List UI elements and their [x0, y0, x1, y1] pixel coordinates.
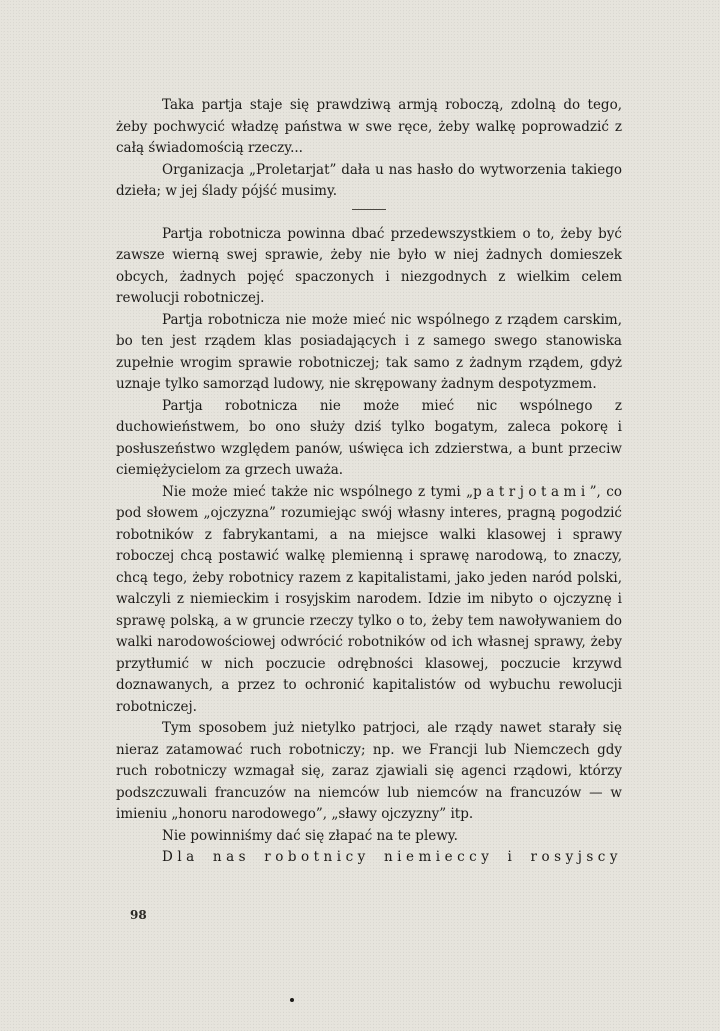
paragraph-plewy: Nie powinniśmy dać się złapać na te plewy. — [162, 827, 458, 844]
paragraph-duchowienstwo: Partja robotnicza nie może mieć nic wspólnego z duchowieństwem, bo ono służy dziś tylko bogatym, zaleca pokorę i posłuszeństwo względem panów, uświęca ich zdzierstwa, a bunt przeciw ciemiężycielom za grzech uważa. — [116, 397, 622, 478]
paragraph-partja-armja: Taka partja staje się prawdziwą armją roboczą, zdolną do tego, żeby pochwycić władzę państwa w swe ręce, żeby walkę poprowadzić z całą świadomością rzeczy... — [116, 97, 622, 156]
ink-dot-mark — [290, 998, 294, 1002]
patrjoci-spaced-word: patrjotami — [473, 483, 590, 500]
patrjoci-text-after: ”, co pod słowem „ojczyzna” rozumiejąc swój własny interes, pragną pogodzić robotników z fabrykantami, a na miejsce walki klasowej i sprawy roboczej chcą postawić walkę plemienną i sprawę narodową, to znaczy, chcą tego, żeby robotnicy razem z kapitalistami, jako jeden naród polski, walczyli z niemieckim i rosyjskim narodem. Idzie im nibyto o ojczyznę i sprawę polską, a w gruncie rzeczy tylko o to, żeby tem nawoływaniem do walki narodowościowej odwrócić robotników od ich własnej sprawy, żeby przytłumić w nich poczucie odrębności klasowej, poczucie krzywd doznawanych, a przez to ochronić kapitalistów od wybuchu rewolucji robotniczej. — [116, 483, 622, 715]
text-column — [116, 95, 622, 869]
paragraph-rzad-carski: Partja robotnicza nie może mieć nic wspólnego z rządem carskim, bo ten jest rządem klas posiadających i z samego swego stanowiska zupełnie wrogim sprawie robotniczej; tak samo z żadnym rządem, gdyż uznaje tylko samorząd ludowy, nie skrępowany żadnym despotyzmem. — [116, 311, 622, 392]
patrjoci-text-before: Nie może mieć także nic wspólnego z tymi „ — [162, 483, 474, 500]
section-divider — [352, 209, 386, 210]
page-number: 98 — [130, 908, 147, 922]
paragraph-rzady-zatamowac: Tym sposobem już nietylko patrjoci, ale rządy nawet starały się nieraz zatamować ruch robotniczy; np. we Francji lub Niemczech gdy ruch robotniczy wzmagał się, zaraz zjawiali się agenci rządowi, którzy podszczuwali francuzów na niemców lub niemców na francuzów — w imieniu „honoru narodowego”, „sławy ojczyzny” itp. — [116, 720, 622, 822]
paragraph-organizacja-proletarjat: Organizacja „Proletarjat” dała u nas hasło do wytworzenia takiego dzieła; w jej ślady pójść musimy. — [116, 161, 622, 199]
spaced-line-dla-nas: Dla nas robotnicy niemieccy i rosyjscy — [162, 849, 622, 865]
paragraph-patrjoci — [116, 482, 622, 719]
paragraph-wierna-sprawie: Partja robotnicza powinna dbać przedewszystkiem o to, żeby być zawsze wierną swej sprawie, żeby nie było w niej żadnych domieszek obcych, żadnych pojęć spaczonych i niezgodnych z wielkim celem rewolucji robotniczej. — [116, 225, 622, 306]
paragraph-dla-nas — [116, 847, 622, 869]
